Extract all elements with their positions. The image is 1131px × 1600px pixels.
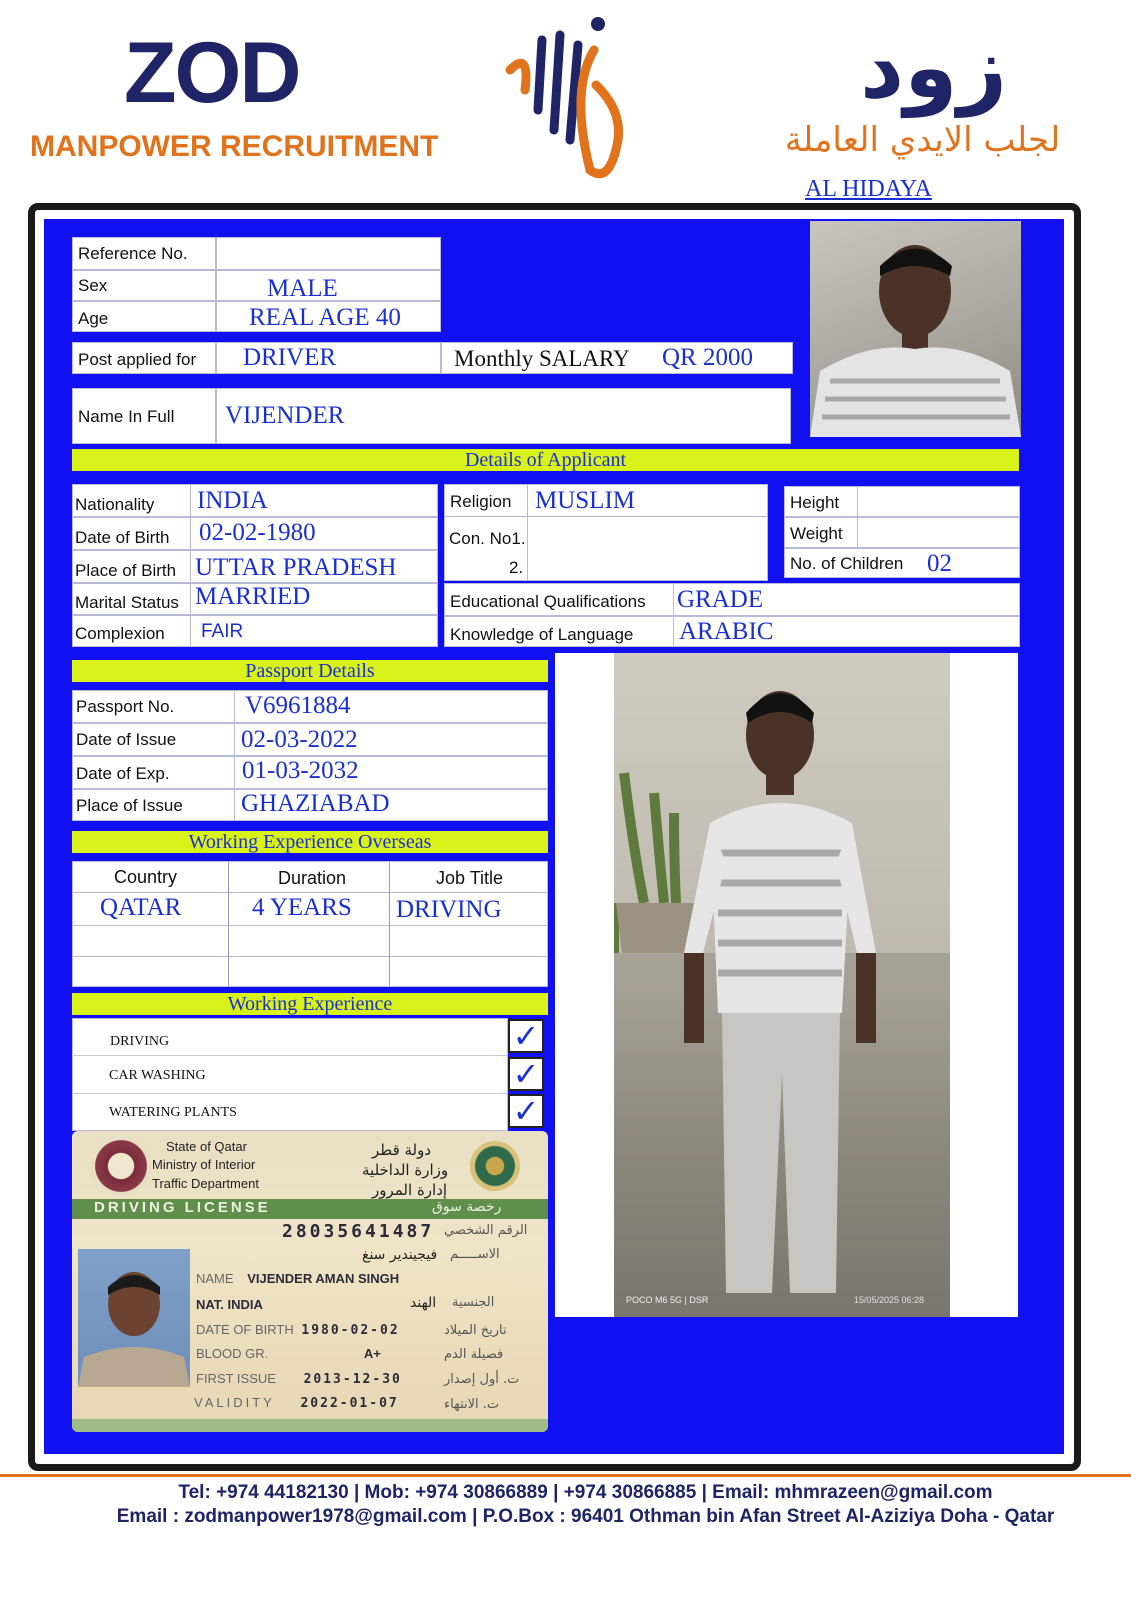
license-validity-label: VALIDITY	[194, 1395, 275, 1410]
passport-place-label: Place of Issue	[76, 796, 183, 815]
dob-value: 02-02-1980	[199, 519, 316, 546]
license-first-row	[196, 1371, 402, 1387]
reference-value-cell	[216, 237, 441, 270]
al-hidaya-label: AL HIDAYA	[805, 176, 932, 202]
marital-label: Marital Status	[75, 593, 179, 612]
sex-label-cell	[72, 270, 216, 301]
footer-rule	[0, 1474, 1131, 1477]
license-ar-ministry: وزارة الداخلية	[362, 1161, 449, 1179]
license-dept: Traffic Department	[152, 1176, 259, 1191]
sex-value-cell	[216, 270, 441, 301]
passport-issue-label: Date of Issue	[76, 730, 177, 749]
religion-value: MUSLIM	[535, 487, 636, 514]
age-label: Age	[78, 309, 109, 328]
experience-check-car-washing: ✓	[508, 1057, 544, 1091]
overseas-row-country: QATAR	[100, 894, 182, 921]
license-ministry: Ministry of Interior	[152, 1157, 256, 1172]
overseas-hline-3	[72, 956, 548, 957]
license-ar-dob-label: تاريخ الميلاد	[444, 1323, 507, 1338]
license-blood-label: BLOOD GR.	[196, 1346, 269, 1361]
license-dob-label: DATE OF BIRTH	[196, 1322, 294, 1337]
con1-label: Con. No1.	[449, 529, 526, 548]
weight-label: Weight	[790, 524, 843, 543]
applicant-fullbody-photo	[614, 653, 950, 1317]
license-first-value: 2013-12-30	[303, 1372, 402, 1387]
experience-item-driving: DRIVING	[110, 1034, 170, 1049]
marital-value: MARRIED	[195, 583, 311, 610]
experience-hline-1	[72, 1055, 508, 1056]
lang-label: Knowledge of Language	[450, 625, 634, 644]
license-validity-row	[194, 1395, 399, 1411]
experience-heading: Working Experience	[72, 993, 548, 1015]
license-id-number: 28035641487	[282, 1221, 435, 1242]
lang-value: ARABIC	[679, 618, 774, 645]
license-ar-nat-value: الهند	[410, 1295, 437, 1311]
qatar-emblem-icon	[90, 1137, 152, 1195]
post-label-cell	[72, 342, 216, 374]
height-row	[784, 486, 1020, 517]
overseas-row-jobtitle: DRIVING	[396, 896, 502, 923]
religion-label: Religion	[450, 492, 512, 511]
details-heading: Details of Applicant	[72, 449, 1019, 471]
complexion-value: FAIR	[201, 621, 244, 642]
license-name-label: NAME	[196, 1271, 234, 1286]
license-ar-validity-label: ت. الانتهاء	[444, 1397, 500, 1412]
license-state: State of Qatar	[166, 1139, 247, 1154]
children-value: 02	[927, 550, 952, 577]
overseas-hline-2	[72, 925, 548, 926]
overseas-col-country: Country	[114, 867, 178, 887]
license-nat-label: NAT. INDIA	[196, 1297, 263, 1312]
license-ar-name-label: الاســـــم	[450, 1247, 500, 1262]
weight-row	[784, 517, 1020, 548]
children-row	[784, 548, 1020, 578]
height-label: Height	[790, 493, 840, 512]
pob-value: UTTAR PRADESH	[195, 554, 397, 581]
passport-no-value: V6961884	[245, 692, 351, 719]
name-label: Name In Full	[78, 407, 175, 426]
license-nat-row	[196, 1297, 263, 1312]
reference-label-cell	[72, 237, 216, 270]
children-label: No. of Children	[790, 554, 904, 573]
license-title: DRIVING LICENSE	[94, 1199, 271, 1216]
photo-timestamp: 15/05/2025 06:28	[854, 1295, 925, 1305]
post-label: Post applied for	[78, 350, 197, 369]
age-value: REAL AGE 40	[249, 304, 401, 331]
overseas-col-duration: Duration	[278, 868, 347, 888]
overseas-hline-1	[72, 892, 548, 893]
nationality-label: Nationality	[75, 495, 155, 514]
age-label-cell	[72, 301, 216, 332]
overseas-col-jobtitle: Job Title	[436, 868, 504, 888]
license-dob-row	[196, 1322, 400, 1338]
experience-hline-2	[72, 1093, 508, 1094]
edu-divider	[673, 583, 674, 647]
company-logo	[500, 10, 640, 185]
name-value-cell	[216, 388, 791, 444]
license-ar-name-value: فيجيندير سنغ	[362, 1247, 438, 1263]
reference-label: Reference No.	[78, 244, 188, 263]
passport-exp-label: Date of Exp.	[76, 764, 170, 783]
experience-check-driving: ✓	[508, 1019, 544, 1053]
passport-issue-value: 02-03-2022	[241, 726, 358, 753]
license-ar-blood-label: فصيلة الدم	[444, 1347, 504, 1362]
passport-exp-value: 01-03-2032	[242, 757, 359, 784]
complexion-row	[72, 615, 438, 647]
license-blood-row	[196, 1346, 381, 1361]
license-holder-figure	[78, 1249, 190, 1387]
passport-heading: Passport Details	[72, 660, 548, 682]
license-name-row	[196, 1271, 399, 1286]
license-dob-value: 1980-02-02	[301, 1323, 400, 1338]
salary-label: Monthly SALARY	[454, 346, 630, 371]
license-blood-value: A+	[363, 1346, 381, 1361]
complexion-label: Complexion	[75, 624, 165, 643]
experience-item-watering: WATERING PLANTS	[109, 1105, 237, 1120]
footer-address-line: Email : zodmanpower1978@gmail.com | P.O.Box : 96401 Othman bin Afan Street Al-Aziziya Doha - Qatar	[116, 1506, 1055, 1527]
dob-label: Date of Birth	[75, 528, 170, 547]
religion-divider	[527, 484, 528, 581]
con2-label: 2.	[509, 558, 524, 577]
age-value-cell	[216, 301, 441, 332]
passport-issue-row	[72, 723, 548, 756]
license-ar-dept: إدارة المرور	[372, 1181, 448, 1199]
sex-label: Sex	[78, 276, 108, 295]
salary-cell	[441, 342, 793, 374]
brand-title: ZOD	[124, 25, 300, 121]
gcc-emblem-icon	[470, 1141, 520, 1191]
nationality-value: INDIA	[197, 487, 268, 514]
fullbody-figure	[614, 653, 950, 1317]
passport-exp-row	[72, 756, 548, 789]
passport-divider	[234, 690, 235, 821]
edu-label: Educational Qualifications	[450, 592, 646, 611]
photo-camera-watermark: POCO M6 5G | DSR	[626, 1295, 709, 1305]
overseas-vline-1	[228, 861, 229, 987]
religion-row	[444, 484, 768, 517]
arabic-subtitle: لجلب الايدي العاملة	[784, 120, 1061, 160]
license-name-value: VIJENDER AMAN SINGH	[247, 1271, 400, 1286]
marital-row	[72, 583, 438, 615]
overseas-heading: Working Experience Overseas	[72, 831, 548, 853]
post-value-cell	[216, 342, 441, 374]
applicant-portrait-photo	[810, 221, 1021, 437]
license-ar-id-label: الرقم الشخصي	[444, 1223, 528, 1238]
sex-value: MALE	[267, 275, 338, 301]
passport-no-row	[72, 690, 548, 723]
overseas-row-duration: 4 YEARS	[252, 894, 352, 921]
passport-place-value: GHAZIABAD	[241, 790, 390, 817]
brand-subtitle: MANPOWER RECRUITMENT	[30, 130, 439, 163]
license-first-label: FIRST ISSUE	[196, 1371, 276, 1386]
nationality-row	[72, 484, 438, 517]
dob-row	[72, 517, 438, 550]
license-bottom-band	[72, 1419, 548, 1432]
overseas-vline-2	[389, 861, 390, 987]
edu-value: GRADE	[677, 586, 764, 613]
license-ar-title: رخصة سوق	[432, 1199, 502, 1215]
portrait-figure	[810, 221, 1021, 437]
lang-row	[444, 616, 1020, 647]
experience-check-watering: ✓	[508, 1094, 544, 1128]
license-ar-state: دولة قطر	[372, 1141, 432, 1159]
license-ar-nat-label: الجنسية	[452, 1295, 495, 1310]
post-value: DRIVER	[243, 344, 337, 371]
edu-row	[444, 583, 1020, 616]
passport-no-label: Passport No.	[76, 697, 175, 716]
details-left-divider	[190, 484, 191, 647]
height-divider	[857, 486, 858, 548]
footer-contact-line: Tel: +974 44182130 | Mob: +974 30866889 | +974 30866885 | Email: mhmrazeen@gmail.com	[178, 1482, 993, 1503]
license-validity-value: 2022-01-07	[300, 1396, 399, 1411]
experience-item-car-washing: CAR WASHING	[109, 1068, 206, 1083]
pob-row	[72, 550, 438, 583]
arabic-brand: زود	[860, 18, 1008, 118]
license-holder-photo	[78, 1249, 190, 1387]
salary-value: QR 2000	[662, 344, 753, 371]
passport-place-row	[72, 789, 548, 821]
pob-label: Place of Birth	[75, 561, 177, 580]
driving-license-card	[72, 1131, 548, 1432]
name-label-cell	[72, 388, 216, 444]
name-value: VIJENDER	[225, 402, 345, 429]
license-ar-first-label: ت. أول إصدار	[444, 1372, 520, 1387]
